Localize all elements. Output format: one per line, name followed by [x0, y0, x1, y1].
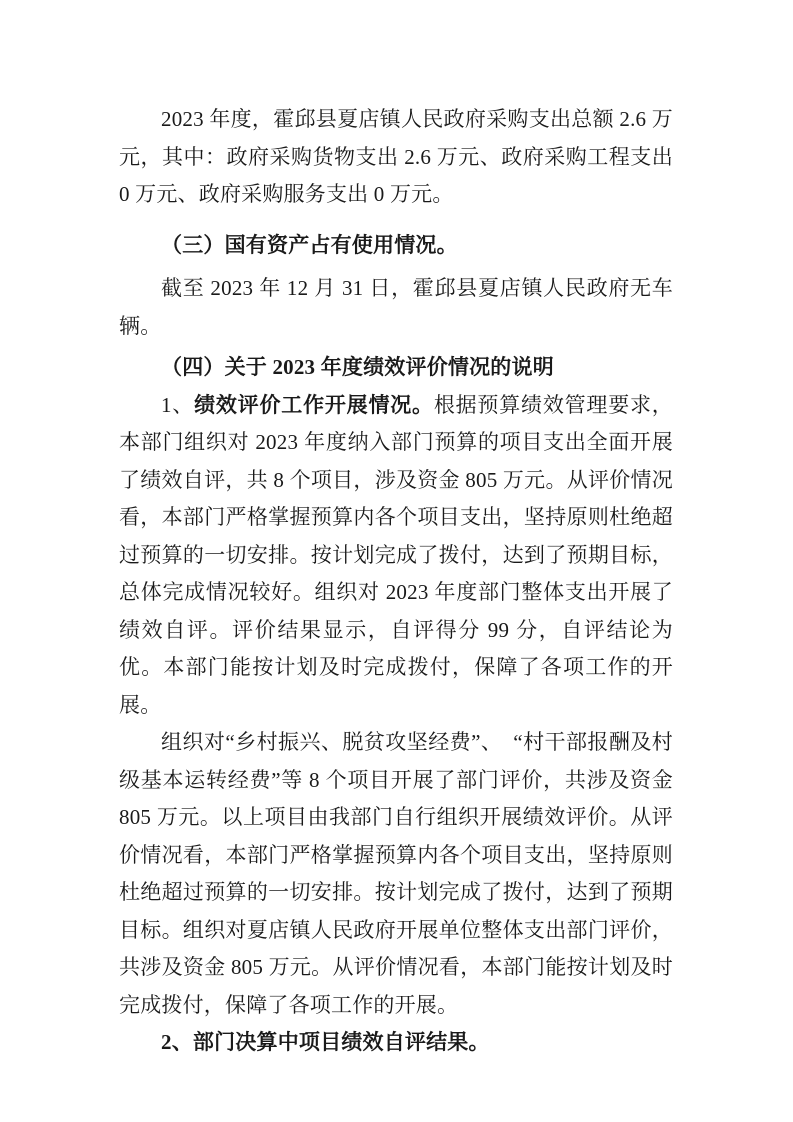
- para-procurement-summary: 2023 年度，霍邱县夏店镇人民政府采购支出总额 2.6 万元，其中：政府采购货物支出 2.6 万元、政府采购工程支出 0 万元、政府采购服务支出 0 万元。: [119, 107, 673, 206]
- heading-state-assets-usage: （三）国有资产占有使用情况。: [161, 232, 458, 257]
- heading-performance-evaluation-notes: （四）关于 2023 年度绩效评价情况的说明: [161, 355, 554, 379]
- para-body-text: 根据预算绩效管理要求，本部门组织对 2023 年度纳入部门预算的项目支出全面开展了绩效自评，共 8 个项目，涉及资金 805 万元。从评价情况看，本部门严格掌握预算内各个项目支出，坚持原则杜绝超过预算的一切安排。按计划完成了拨付，达到了预期目标，总体完成情况较好。组织对 2023 年度部门整体支出开展了绩效自评。评价结果显示，自评得分 99 分，自评结论为优。本部门能按计划及时完成拨付，保障了各项工作的开展。: [119, 392, 673, 717]
- para-lead-bold: 绩效评价工作开展情况。: [194, 392, 434, 417]
- para-vehicle-status: 截至 2023 年 12 月 31 日，霍邱县夏店镇人民政府无车辆。: [119, 276, 673, 338]
- heading-self-evaluation-results: 2、部门决算中项目绩效自评结果。: [161, 1030, 490, 1054]
- para-performance-self-evaluation: [119, 387, 673, 725]
- para-department-evaluation: 组织对“乡村振兴、脱贫攻坚经费”、 “村干部报酬及村级基本运转经费”等 8 个项目开展了部门评价，共涉及资金 805 万元。以上项目由我部门自行组织开展绩效评价。从评价情况看，本部门严格掌握预算内各个项目支出，坚持原则杜绝超过预算的一切安排。按计划完成了拨付，达到了预期目标。组织对夏店镇人民政府开展单位整体支出部门评价，共涉及资金 805 万元。从评价情况看，本部门能按计划及时完成拨付，保障了各项工作的开展。: [119, 730, 673, 1017]
- list-number: 1、: [161, 392, 195, 417]
